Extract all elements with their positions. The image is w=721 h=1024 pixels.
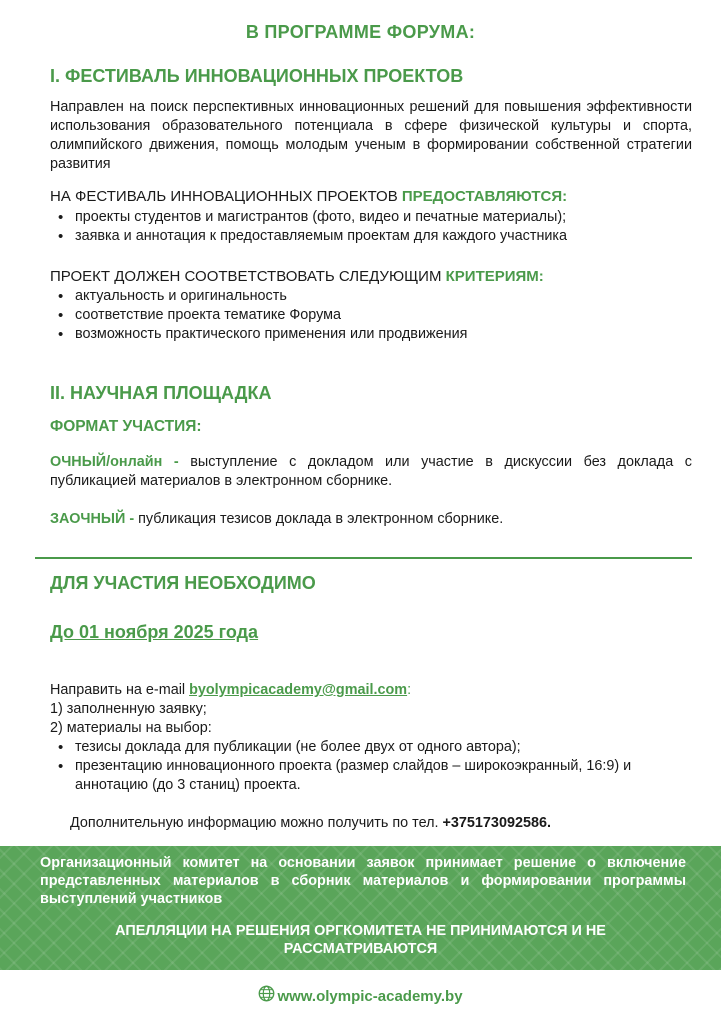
footer <box>0 985 721 1007</box>
committee-notice: Организационный комитет на основании заявок принимает решение о включение представленных материалов в сборник материалов и формировании программы выступлений участников <box>40 855 686 907</box>
requirement-item-2: 2) материалы на выбор: <box>50 720 212 736</box>
email-link[interactable]: byolympicacademy@gmail.com <box>189 682 408 698</box>
submit-heading-prefix: НА ФЕСТИВАЛЬ ИННОВАЦИОННЫХ ПРОЕКТОВ <box>50 188 402 205</box>
distance-format <box>50 510 692 529</box>
distance-label: ЗАОЧНЫЙ - <box>50 511 139 527</box>
website-link[interactable]: www.olympic-academy.by <box>277 987 463 1005</box>
list-item: • проекты студентов и магистрантов (фото, видео и печатные материалы); <box>50 208 692 227</box>
send-line <box>50 681 692 700</box>
globe-icon <box>258 985 275 1007</box>
page-title: В ПРОГРАММЕ ФОРУМА: <box>245 22 476 42</box>
submit-heading-highlight: ПРЕДОСТАВЛЯЮТСЯ: <box>401 188 568 205</box>
send-instructions <box>50 681 692 738</box>
deadline: До 01 ноября 2025 года <box>50 622 259 642</box>
section-divider <box>35 557 692 559</box>
list-item: • актуальность и оригинальность <box>50 287 692 306</box>
requirement-item-1: 1) заполненную заявку; <box>50 701 207 717</box>
submit-heading <box>50 188 567 205</box>
phone-number: +375173092586. <box>442 815 551 831</box>
send-prefix: Направить на e-mail <box>50 682 190 698</box>
list-item: • тезисы доклада для публикации (не более двух от одного автора); <box>50 738 692 757</box>
fulltime-text: выступление с докладом или участие в дискуссии без доклада с публикацией материалов в электронном сборнике. <box>50 454 692 489</box>
list-item: • заявка и аннотация к предоставляемым проектам для каждого участника <box>50 227 692 246</box>
email-suffix: : <box>407 682 412 698</box>
list-item: • возможность практического применения или продвижения <box>50 325 692 344</box>
science-heading: II. НАУЧНАЯ ПЛОЩАДКА <box>50 383 272 403</box>
criteria-list <box>50 287 692 344</box>
contact-info <box>70 815 551 831</box>
participation-heading: ДЛЯ УЧАСТИЯ НЕОБХОДИМО <box>50 573 316 593</box>
criteria-heading-prefix: ПРОЕКТ ДОЛЖЕН СООТВЕТСТВОВАТЬ СЛЕДУЮЩИМ <box>50 268 446 285</box>
list-item: • соответствие проекта тематике Форума <box>50 306 692 325</box>
appeals-notice: АПЕЛЛЯЦИИ НА РЕШЕНИЯ ОРГКОМИТЕТА НЕ ПРИНИМАЮТСЯ И НЕ РАССМАТРИВАЮТСЯ <box>115 923 606 957</box>
festival-heading: I. ФЕСТИВАЛЬ ИННОВАЦИОННЫХ ПРОЕКТОВ <box>50 66 464 86</box>
distance-text: публикация тезисов доклада в электронном сборнике. <box>138 511 504 527</box>
festival-description: Направлен на поиск перспективных инновационных решений для повышения эффективности использования образовательного потенциала в сфере физической культуры и спорта, олимпийского движения, помощь молодым ученым в формировании собственной стратегии развития <box>50 99 692 172</box>
criteria-heading <box>50 268 544 285</box>
format-heading: ФОРМАТ УЧАСТИЯ: <box>50 418 202 435</box>
materials-list <box>50 738 692 795</box>
fulltime-label: ОЧНЫЙ/онлайн - <box>50 454 191 470</box>
contact-prefix: Дополнительную информацию можно получить по тел. <box>70 815 443 831</box>
fulltime-format <box>50 453 692 491</box>
submit-list <box>50 208 692 246</box>
criteria-heading-highlight: КРИТЕРИЯМ: <box>445 268 544 285</box>
list-item: • презентацию инновационного проекта (размер слайдов – широкоэкранный, 16:9) и аннотацию (до 3 станиц) проекта. <box>50 757 692 795</box>
